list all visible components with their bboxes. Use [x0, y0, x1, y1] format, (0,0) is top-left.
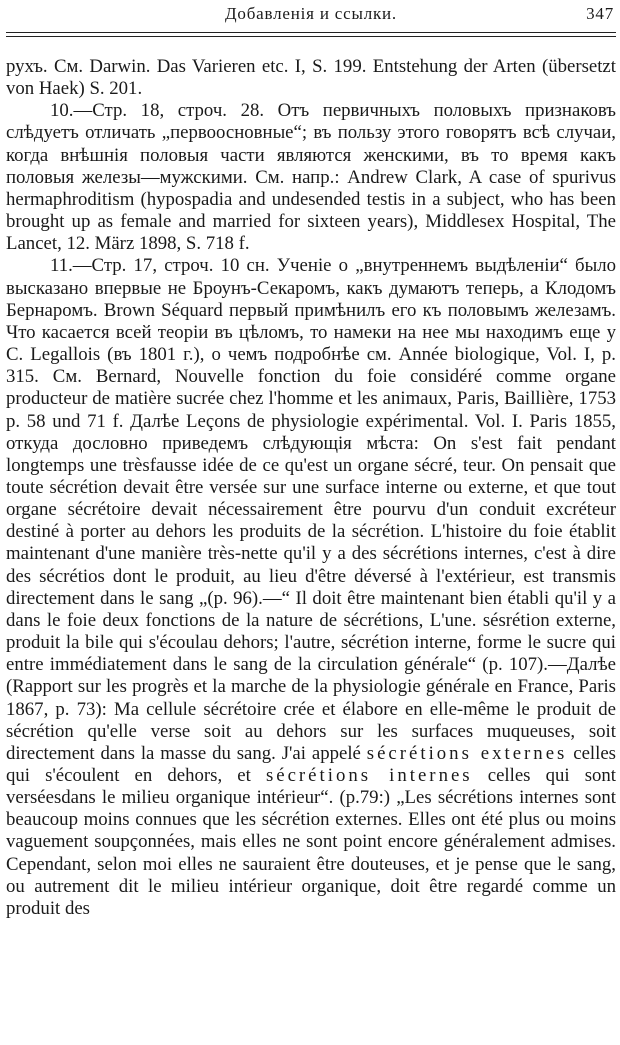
emphasis-external: sécrétions externes — [366, 742, 568, 764]
running-header — [6, 0, 616, 28]
header-title: Добавленія и ссылки. — [225, 4, 397, 23]
header-double-rule — [6, 32, 616, 37]
note-11 — [6, 255, 616, 920]
paragraph-continuation: рухъ. См. Darwin. Das Varieren etc. I, S. 199. Entstehung der Arten (übersetzt von Haek) S. 201. — [6, 56, 616, 100]
emphasis-internal: sécrétions internes — [265, 765, 473, 786]
note-11-text-b: celles qui s'écoulent en dehors, et — [6, 742, 616, 786]
page-number: 347 — [586, 4, 614, 23]
note-10: 10.—Стр. 18, строч. 28. Отъ первичныхъ половыхъ признаковъ слѣдуетъ отличать „первоосновные“; въ пользу этого говорятъ всѣ случаи, когда внѣшнія половыя части являются женскими, въ то время какъ половыя железы—мужскими. См. напр.: Andrew Clark, A case of spurivus hermaphroditism (hypospadia and undesended testis in a subject, who has been brought up as female and married for sixteen years), Middlesex Hospital, The Lancet, 12. März 1898, S. 718 f. — [6, 100, 616, 255]
note-11-text: 11.—Стр. 17, строч. 10 сн. Ученіе о „внутреннемъ выдѣленіи“ было высказано впервые не Броунъ-Секаромъ, какъ думаютъ теперь, а Клодомъ Бернаромъ. Brown Séquard первый примѣнилъ его къ половымъ железамъ. Что касается всей теоріи въ цѣломъ, то намеки на нее мы находимъ еще у C. Legallois (въ 1801 г.), о чемъ подробнѣе см. Année biologique, Vol. I, p. 315. См. Bernard, Nouvelle fonction du foie considéré comme organe producteur de matière sucrée chez l'homme et les animaux, Paris, Baillière, 1753 p. 58 und 71 f. Далѣе Leçons de physiologie expérimental. Vol. I. Paris 1855, откуда дословно приведемъ слѣдующія мѣста: On s'est fait pendant longtemps une trèsfausse idée de ce qu'est un organe sécré, teur. On pensait que toute sécrétion devait être versée sur une surface interne ou externe, et que tout organe sécrétoire devait nécessairement être pourvu d'un conduit excréteur destiné à porter au dehors les produits de la sécrétion. L'histoire du foie établit maintenant d'une manière très-nette qu'il y a des sécrétions internes, c'est à dire des sécrétios dont le produit, au lieu d'être déversé à l'extérieur, est transmis directement dans le sang „(p. 96).—“ Il doit être maintenant bien établi qu'il y a dans le foie deux fonctions de la nature de sécrétions, L'une. sésrétion externe, produit la bile qui s'écoulau dehors; l'autre, sécrétion interne, forme le sucre qui entre immédiatement dans le sang de la circulation générale“ (p. 107).—Далѣе (Rapport sur les progrès et la marche de la physiologie générale en France, Paris 1867, p. 73): Ma cellule sécrétoire crée et élabore en elle-même le produit de sécrétion qu'elle verse soit au dehors sur les surfaces muqueuses, soit directement dans la masse du sang. J'ai appelé — [6, 255, 616, 764]
note-11-text-c: celles qui sont verséesdans le milieu organique intérieur“. (p.79:) „Les sécrétions internes sont beaucoup moins connues que les sécrétion externes. Elles ont été plus ou moins vaguement soupçonnées, mais elles ne sont point encore généralement admises. Cependant, selon moi elles ne sauraient être douteuses, et je pense que le sang, ou autrement dit le milieu intérieur organique, doit être regardé comme un produit des — [6, 765, 617, 919]
page-body — [6, 56, 616, 920]
